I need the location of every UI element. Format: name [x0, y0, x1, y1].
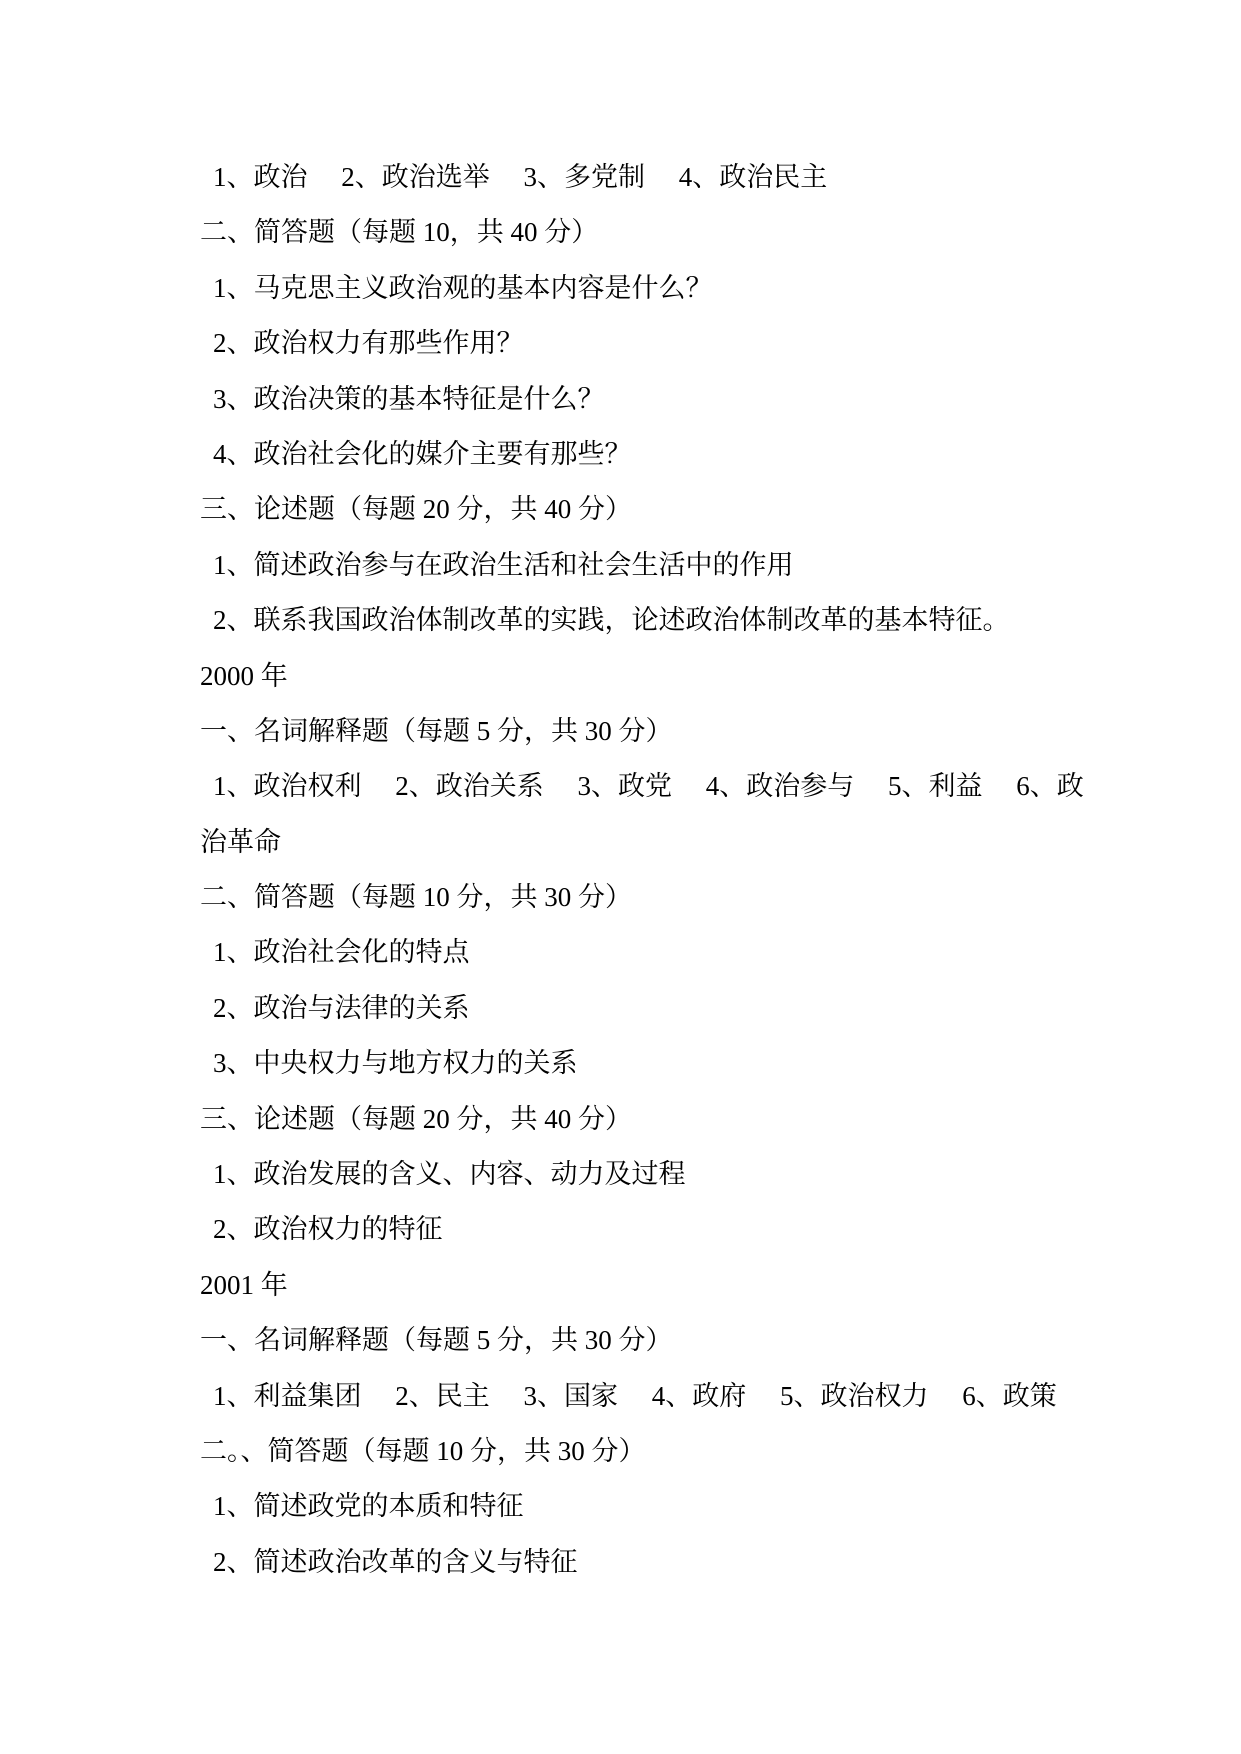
- question-item: 4、政治社会化的媒介主要有那些？: [213, 438, 632, 469]
- section-heading: 二、简答题（每题 10 分，共 30 分）: [200, 882, 632, 913]
- question-item: 1、政治权利 2、政治关系 3、政党 4、政治参与 5、利益 6、政: [213, 771, 1084, 802]
- question-item: 1、政治 2、政治选举 3、多党制 4、政治民主: [213, 162, 828, 192]
- question-item: 1、利益集团 2、民主 3、国家 4、政府 5、政治权力 6、政策: [213, 1380, 1057, 1411]
- question-item: 2、政治权力有那些作用？: [213, 328, 524, 359]
- section-heading: 二、简答题（每题 10，共 40 分）: [200, 217, 599, 248]
- question-item: 3、中央权力与地方权力的关系: [213, 1048, 578, 1079]
- question-item: 2、简述政治改革的含义与特征: [213, 1546, 578, 1577]
- year-heading: 2000 年: [200, 660, 288, 691]
- document-text-block: [200, 150, 1180, 1590]
- question-item: 2、联系我国政治体制改革的实践，论述政治体制改革的基本特征。: [213, 605, 1010, 636]
- question-item: 1、政治发展的含义、内容、动力及过程: [213, 1159, 686, 1190]
- question-item: 3、政治决策的基本特征是什么？: [213, 383, 605, 414]
- question-item: 1、政治社会化的特点: [213, 937, 470, 968]
- question-item: 1、简述政治参与在政治生活和社会生活中的作用: [213, 549, 794, 580]
- year-heading: 2001 年: [200, 1269, 288, 1300]
- question-item: 1、简述政党的本质和特征: [213, 1491, 524, 1522]
- section-heading: 一、名词解释题（每题 5 分，共 30 分）: [200, 715, 673, 746]
- section-heading: 三、论述题（每题 20 分，共 40 分）: [200, 1103, 632, 1134]
- section-heading: 二。、简答题（每题 10 分，共 30 分）: [200, 1435, 646, 1466]
- question-item: 1、马克思主义政治观的基本内容是什么？: [213, 272, 713, 303]
- wrapped-text: 治革命: [200, 826, 281, 857]
- question-item: 2、政治与法律的关系: [213, 992, 470, 1023]
- section-heading: 一、名词解释题（每题 5 分，共 30 分）: [200, 1325, 673, 1356]
- question-item: 2、政治权力的特征: [213, 1214, 443, 1245]
- section-heading: 三、论述题（每题 20 分，共 40 分）: [200, 494, 632, 525]
